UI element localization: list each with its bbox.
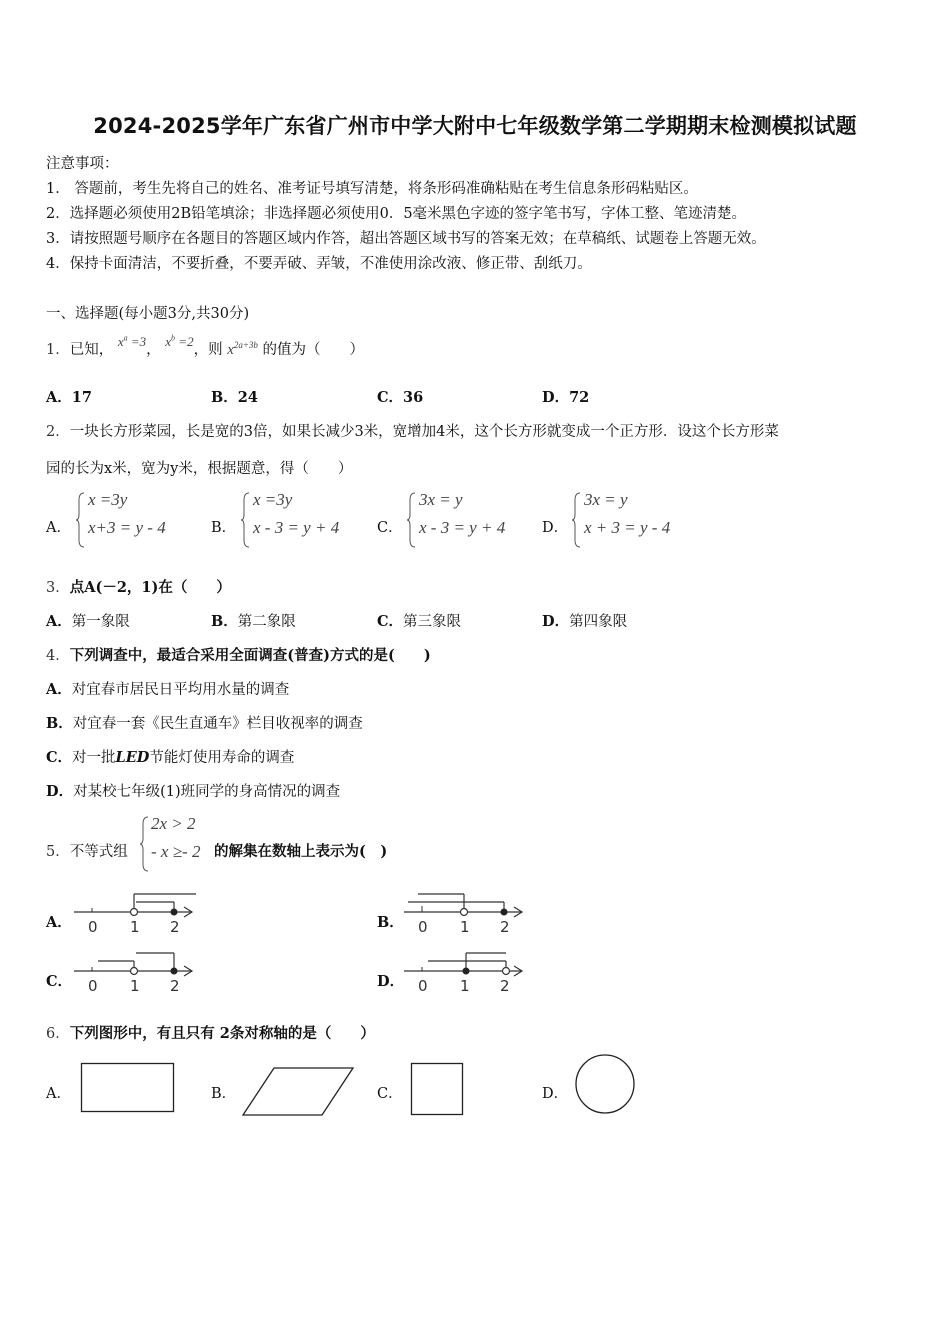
q3-option-c[interactable]: C．第三象限 xyxy=(377,613,462,630)
q1-expr: $x^{2a+3b}$ xyxy=(227,340,258,358)
question-2-line-1: 2．一块长方形菜园，长是宽的3倍，如果长减少3米，宽增加4米，这个长方形就变成一个正方形．设这个长方形菜 xyxy=(46,424,779,440)
question-1-pre: 已知， xyxy=(69,342,114,358)
q6-option-c-square[interactable] xyxy=(410,1062,464,1116)
question-2-line-2: 园的长为x米，宽为y米，根据题意，得（ ） xyxy=(46,461,353,477)
question-1-mid: ，则 xyxy=(193,342,223,358)
question-1-number: 1． xyxy=(46,342,70,358)
q6-option-c-label[interactable]: C． xyxy=(377,1086,403,1102)
q4-option-c[interactable]: C．对一批LED节能灯使用寿命的调查 xyxy=(46,749,295,766)
q5-option-a-numberline[interactable] xyxy=(72,892,202,936)
svg-text:1: 1 xyxy=(460,918,470,936)
question-5-post: 的解集在数轴上表示为( ) xyxy=(214,843,388,860)
question-6: 6．下列图形中，有且只有 2条对称轴的是（ ） xyxy=(46,1025,375,1042)
q6-option-b-label[interactable]: B． xyxy=(211,1086,237,1102)
tick-0: 0 xyxy=(88,918,98,936)
q6-option-a-label[interactable]: A． xyxy=(46,1086,71,1102)
q1-eq1: $x^a =3$ xyxy=(117,333,147,349)
q6-option-d-label[interactable]: D． xyxy=(542,1086,569,1102)
q5-option-b-numberline[interactable] xyxy=(402,892,532,936)
notice-item-3: 3．请按照题号顺序在各题目的答题区域内作答，超出答题区域书写的答案无效；在草稿纸、试题卷上答题无效。 xyxy=(46,231,766,247)
notice-heading: 注意事项： xyxy=(46,156,119,172)
q1-option-d[interactable]: D．72 xyxy=(542,389,590,406)
q4-option-d[interactable]: D．对某校七年级(1)班同学的身高情况的调查 xyxy=(46,783,341,800)
q2-option-a-label[interactable]: A． xyxy=(46,520,71,536)
q1-option-c[interactable]: C．36 xyxy=(377,389,424,406)
question-5-text: 5．不等式组 xyxy=(46,844,128,860)
svg-text:1: 1 xyxy=(130,977,140,995)
notice-item-1: 1． 答题前，考生先将自己的姓名、准考证号填写清楚，将条形码准确粘贴在考生信息条形码粘贴区。 xyxy=(46,181,698,197)
q5-option-c-label[interactable]: C． xyxy=(46,973,73,990)
q5-option-b-label[interactable]: B． xyxy=(377,914,404,931)
svg-text:0: 0 xyxy=(88,977,98,995)
q5-option-c-numberline[interactable] xyxy=(72,951,202,995)
q2-option-d-label[interactable]: D． xyxy=(542,520,569,536)
q6-option-a-rectangle[interactable] xyxy=(80,1062,176,1114)
question-4: 4．下列调查中，最适合采用全面调查(普查)方式的是( ) xyxy=(46,647,431,664)
question-1: 1．已知， $x^a =3$， $x^b =2$，则 $x^{2a+3b}$ 的值为（ ） xyxy=(46,333,365,358)
section-heading: 一、选择题(每小题3分,共30分) xyxy=(46,306,250,322)
q3-option-b[interactable]: B．第二象限 xyxy=(211,613,296,630)
page-title: 2024-2025学年广东省广州市中学大附中七年级数学第二学期期末检测模拟试题 xyxy=(93,114,857,138)
exam-page: 2024-2025学年广东省广州市中学大附中七年级数学第二学期期末检测模拟试题 注意事项： 1． 答题前，考生先将自己的姓名、准考证号填写清楚，将条形码准确粘贴在考生信息条形码粘贴区。 2．选择题必须使用2B铅笔填涂；非选择题必须使用0．5毫米黑色字迹的签字笔书写，字体工整、笔迹清楚。 3．请按照题号顺序在各题目的答题区域内作答，超出答题区域书写的答案无效；在草稿纸、试题卷上答题无效。 4．保持卡面清洁，不要折叠，不要弄破、弄皱，不准使用涂改液、修正带、刮纸刀。 一、选择题(每小题3分,共30分) 1．已知， $x^a =3$， $x^b =2$，则 $x^{2a+3b}$ 的值为（ ） A．17 B．24 C．36 D．72 2．一块长方形菜园，长是宽的3倍，如果长减少3米，宽增加4米，这个长方形就变成一个正方形．设这个长方形菜 园的长为x米，宽为y米，根据题意，得（ ） A． x =3y x+3 = y - 4 B． x =3y x - 3 = y + 4 C． 3x = y x - 3 = y + 4 D． 3x = y x + 3 = y - 4 3．点A(－2，1)在（ ） A．第一象限 B．第二象限 C．第三象限 D．第四象限 4．下列调查中，最适合采用全面调查(普查)方式的是( ) A．对宜春市居民日平均用水量的调查 B．对宜春一套《民生直通车》栏目收视率的调查 C．对一批LED节能灯使用寿命的调查 D．对某校七年级(1)班同学的身高情况的调查 5．不等式组 2x > 2 - x ≥- 2 的解集在数轴上表示为( ) A． 0 1 2 B． 0 1 2 C． 0 1 2 D． 0 1 2 6．下列图形中，有且只有 2条对称轴的是（ ） A． B． C． D． xyxy=(0,0,950,1344)
q1-eq2: $x^b =2$ xyxy=(165,333,194,349)
q4-option-b[interactable]: B．对宜春一套《民生直通车》栏目收视率的调查 xyxy=(46,715,363,732)
question-3: 3．点A(－2，1)在（ ） xyxy=(46,579,231,596)
q3-option-a[interactable]: A．第一象限 xyxy=(46,613,130,630)
svg-text:0: 0 xyxy=(418,918,428,936)
svg-text:2: 2 xyxy=(500,977,510,995)
q1-option-a[interactable]: A．17 xyxy=(46,389,92,406)
tick-2: 2 xyxy=(170,918,180,936)
notice-item-2: 2．选择题必须使用2B铅笔填涂；非选择题必须使用0．5毫米黑色字迹的签字笔书写，字体工整、笔迹清楚。 xyxy=(46,206,747,222)
svg-text:0: 0 xyxy=(418,977,428,995)
q5-option-d-label[interactable]: D． xyxy=(377,973,405,990)
q2-option-b-label[interactable]: B． xyxy=(211,520,237,536)
q3-option-d[interactable]: D．第四象限 xyxy=(542,613,628,630)
svg-text:2: 2 xyxy=(170,977,180,995)
q5-option-a-label[interactable]: A． xyxy=(46,914,72,931)
q1-option-b[interactable]: B．24 xyxy=(211,389,258,406)
question-1-post: 的值为（ ） xyxy=(257,342,365,358)
notice-item-4: 4．保持卡面清洁，不要折叠，不要弄破、弄皱，不准使用涂改液、修正带、刮纸刀。 xyxy=(46,256,592,272)
svg-text:1: 1 xyxy=(460,977,470,995)
q4-option-a[interactable]: A．对宜春市居民日平均用水量的调查 xyxy=(46,681,290,698)
tick-1: 1 xyxy=(130,918,140,936)
q6-option-b-parallelogram[interactable] xyxy=(242,1066,356,1118)
q6-option-d-circle[interactable] xyxy=(574,1053,636,1115)
svg-text:2: 2 xyxy=(500,918,510,936)
q5-option-d-numberline[interactable] xyxy=(402,951,532,995)
q2-option-c-label[interactable]: C． xyxy=(377,520,403,536)
